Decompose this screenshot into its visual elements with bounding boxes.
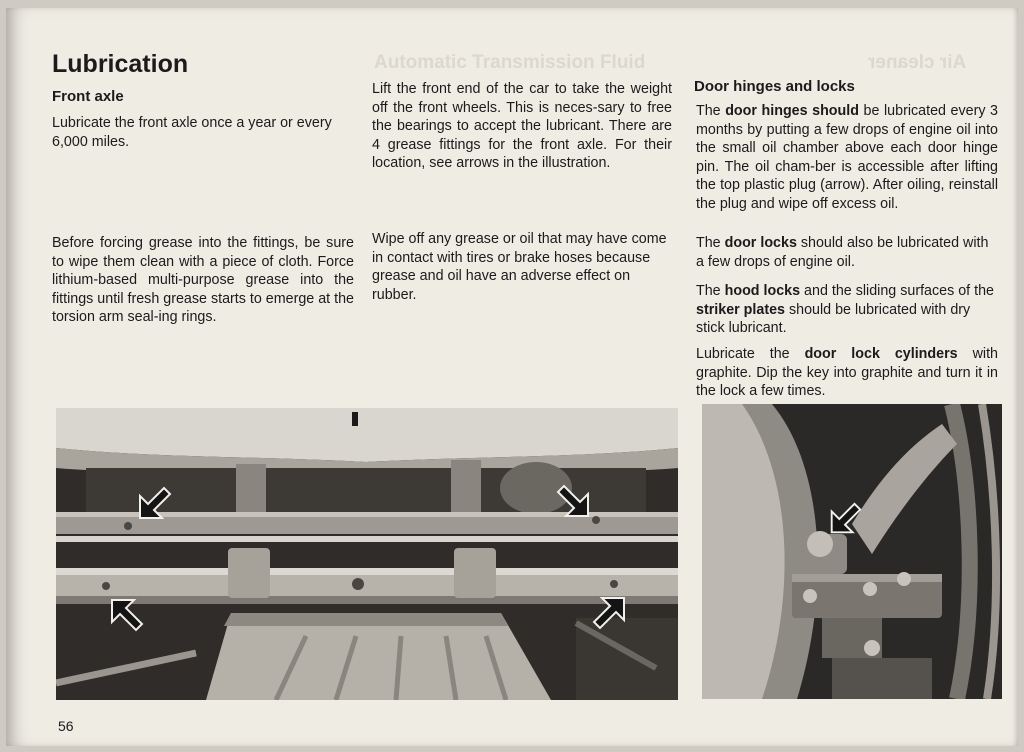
section-heading-front-axle: Front axle bbox=[52, 88, 124, 105]
arrow-icon bbox=[554, 482, 594, 522]
paragraph: Lift the front end of the car to take the weight off the front wheels. This is neces-sary to free the bearings to accept the lubricant. There are 4 grease fittings for the front axle. For their location, see arrows in the illustration. bbox=[372, 81, 672, 172]
paragraph: Before forcing grease into the fittings, be sure to wipe them clean with a piece of cloth. Force lithium-based multi-purpose grease into the fittings until fresh grease starts to emerge at the torsion arm seal-ing rings. bbox=[52, 235, 354, 326]
page-number: 56 bbox=[58, 718, 74, 734]
front-axle-photo bbox=[56, 408, 678, 700]
page-title: Lubrication bbox=[52, 50, 189, 78]
bleed-through-text: Automatic Transmission Fluid bbox=[374, 52, 646, 73]
section-heading-door-hinges: Door hinges and locks bbox=[694, 78, 855, 95]
arrow-icon bbox=[106, 594, 146, 634]
paragraph: The door hinges should be lubricated every 3 months by putting a few drops of engine oil into the small oil chamber above each door hinge pin. The oil cham-ber is accessible after lifting the top plastic plug (arrow). After oiling, reinstall the plug and wipe off excess oil. bbox=[696, 103, 998, 212]
manual-page bbox=[6, 8, 1018, 746]
paragraph: Lubricate the door lock cylinders with graphite. Dip the key into graphite and turn it in the lock a few times. bbox=[696, 346, 998, 400]
arrow-icon bbox=[134, 484, 174, 524]
paragraph: Lubricate the front axle once a year or every 6,000 miles. bbox=[52, 115, 332, 150]
arrow-icon bbox=[826, 500, 864, 538]
paragraph: Wipe off any grease or oil that may have come in contact with tires or brake hoses because grease and oil have an adverse effect on rubber. bbox=[372, 231, 667, 303]
door-hinge-photo bbox=[702, 404, 1002, 699]
arrow-icon bbox=[590, 592, 630, 632]
paragraph: The hood locks and the sliding surfaces of the striker plates should be lubricated with dry stick lubricant. bbox=[696, 283, 995, 337]
paragraph: The door locks should also be lubricated with a few drops of engine oil. bbox=[696, 235, 989, 270]
bleed-through-text: Air cleaner bbox=[868, 52, 967, 73]
